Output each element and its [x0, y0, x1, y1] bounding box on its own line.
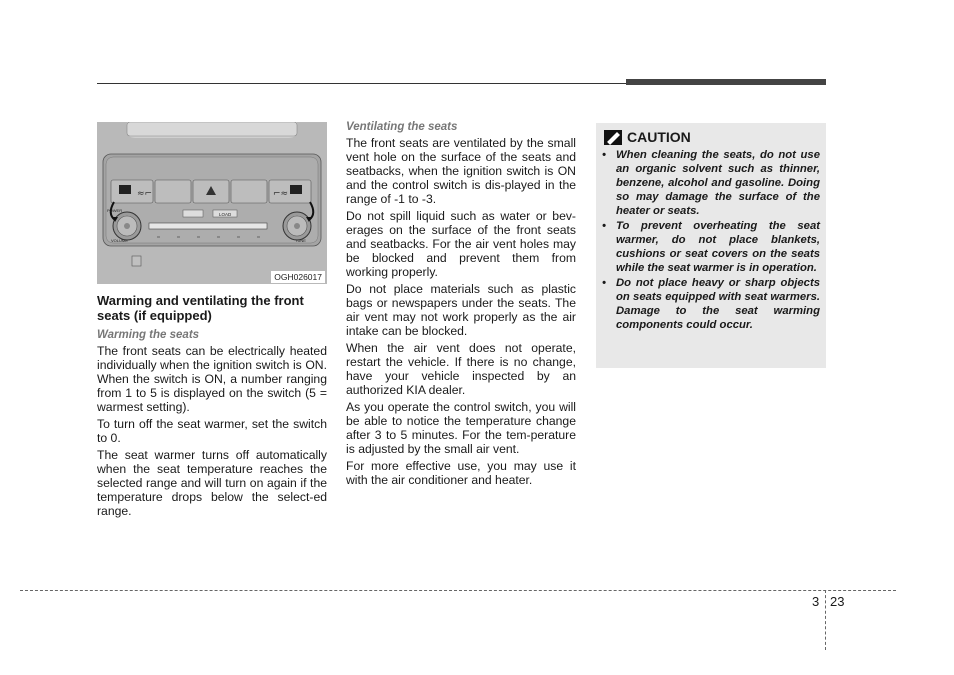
caution-item-text: Do not place heavy or sharp objects on seats equipped with seat warmers. Damage to the seat warming components could occur.: [616, 277, 820, 331]
paragraph: As you operate the control switch, you will be able to notice the temperature change after 3 to 5 minutes. For the tem-perature is adjusted by the small air vent.: [346, 400, 576, 456]
caution-title: CAUTION: [627, 129, 691, 145]
bullet: •: [602, 149, 606, 161]
paragraph: When the air vent does not operate, restart the vehicle. If there is no change, have your vehicle inspected by an authorized KIA dealer.: [346, 341, 576, 397]
footer-divider: [825, 590, 826, 650]
caution-item: [602, 276, 820, 332]
volume-label: VOLUME: [111, 238, 128, 243]
paragraph: The front seats are ventilated by the small vent hole on the surface of the seats and seatbacks, when the ignition switch is ON and the control switch is dis-played in the range of -1 to -3.: [346, 136, 576, 206]
caution-pencil-icon: [604, 130, 622, 145]
svg-text:≈⌐: ≈⌐: [137, 189, 153, 199]
bullet: •: [602, 220, 606, 232]
header-rule: [97, 83, 627, 84]
svg-text:⌐≈: ⌐≈: [273, 189, 289, 199]
caution-box: [596, 123, 826, 368]
middle-column: [346, 120, 576, 490]
footer-rule: [20, 590, 896, 591]
seat-control-figure: [97, 122, 327, 284]
header-bar: [626, 79, 826, 85]
caution-item: [602, 148, 820, 218]
paragraph: For more effective use, you may use it with the air conditioner and heater.: [346, 459, 576, 487]
paragraph: The front seats can be electrically heated individually when the ignition switch is ON. When the switch is ON, a number ranging from 1 to 5 is displayed on the switch (5 = warmest setting).: [97, 344, 327, 414]
caution-item-text: When cleaning the seats, do not use an organic solvent such as thinner, benzene, alcohol and gasoline. Doing so may damage the surface of the heater or seats.: [616, 149, 820, 217]
bullet: •: [602, 277, 606, 289]
figure-code: OGH026017: [271, 271, 325, 283]
subheading-ventilating: Ventilating the seats: [346, 121, 458, 133]
caution-header: [604, 129, 691, 145]
caution-item: [602, 219, 820, 275]
load-label: LOAD: [219, 212, 232, 217]
section-heading: Warming and ventilating the front seats (if equipped): [97, 293, 304, 323]
caution-item-text: To prevent overheating the seat warmer, do not place blankets, cushions or seat covers on the seats while the seat warmer is in operation.: [616, 220, 820, 274]
left-column: [97, 294, 327, 521]
caution-list: [602, 148, 820, 333]
paragraph: Do not spill liquid such as water or bev-erages on the surface of the front seats and seatbacks. For the air vent holes may be blocked and prevent them from working properly.: [346, 209, 576, 279]
tune-label: TUNE: [295, 238, 306, 243]
chapter-number: 3: [812, 594, 820, 609]
paragraph: Do not place materials such as plastic bags or newspapers under the seats. The air vent may not work properly as the air intake can be blocked.: [346, 282, 576, 338]
page-number: 23: [830, 594, 845, 609]
subheading-warming: Warming the seats: [97, 329, 200, 341]
power-label: POWER: [107, 208, 123, 213]
paragraph: The seat warmer turns off automatically when the seat temperature reaches the selected range and will turn on again if the temperature drops below the select-ed range.: [97, 448, 327, 518]
paragraph: To turn off the seat warmer, set the switch to 0.: [97, 417, 327, 445]
control-panel-illustration: [97, 122, 327, 284]
